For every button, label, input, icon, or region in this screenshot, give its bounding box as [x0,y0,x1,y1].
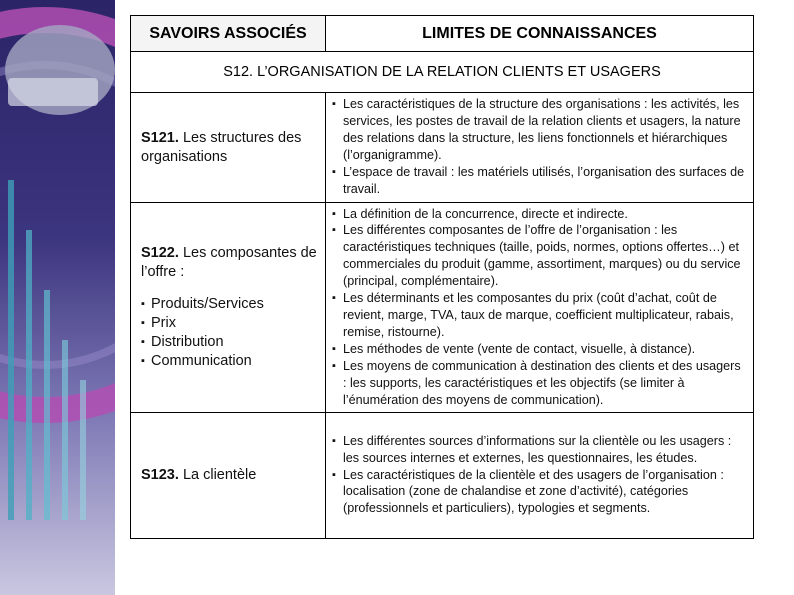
bar-decoration-1 [8,180,14,520]
knowledge-table [130,15,754,539]
section-title: S12. L’ORGANISATION DE LA RELATION CLIENTS ET USAGERS [131,52,754,93]
list-item: ▪ Les caractéristiques de la clientèle et des usagers de l’organisation : localisation (zone de chalandise et zone d’activité), catégories (professionnels et particuliers), typologies et segments. [332,467,747,518]
table-row [131,93,754,203]
limites-cell [326,413,754,539]
savoir-cell [131,413,326,539]
list-item: ▪ Les moyens de communication à destination des clients et des usagers : les supports, les caractéristiques et les objectifs (se limiter à l’énumération des moyens de communication). [332,358,747,409]
list-item: ▪ La définition de la concurrence, directe et indirecte. [332,206,747,223]
savoir-code: S121. [141,129,179,146]
list-item: ▪ Les différentes composantes de l’offre de l’organisation : les caractéristiques techniques (taille, poids, normes, options offertes…) et commerciales du produit (gamme, assortiment, marques) ou du service (principal, complémentaire). [332,222,747,290]
list-item: ▪ Les méthodes de vente (vente de contact, visuelle, à distance). [332,341,747,358]
list-item: ▪ Produits/Services [141,295,317,314]
limites-list [332,206,747,409]
limites-list [332,433,747,518]
table-row [131,203,754,413]
list-item: ▪ L’espace de travail : les matériels utilisés, l’organisation des surfaces de travail. [332,164,747,198]
limites-cell [326,203,754,413]
bar-decoration-5 [80,380,86,520]
list-item: ▪ Communication [141,352,317,371]
savoir-cell [131,203,326,413]
limites-list [332,96,747,197]
decorative-sidebar [0,0,115,595]
list-item: ▪ Les déterminants et les composantes du prix (coût d’achat, coût de revient, marge, TVA, taux de marque, coefficient multiplicateur, rabais, remise, ristourne). [332,290,747,341]
header-row [131,16,754,52]
savoir-title: Les composantes de l’offre : [141,244,317,280]
savoir-title: Les structures des organisations [141,129,302,165]
sidebar-graphic [0,0,115,595]
savoir-title: La clientèle [182,467,257,484]
header-savoirs: SAVOIRS ASSOCIÉS [131,16,326,52]
list-item: ▪ Distribution [141,333,317,352]
keyboard-image [8,78,98,106]
list-item: ▪ Les différentes sources d’informations sur la clientèle ou les usagers : les sources internes et externes, les questionnaires, les études. [332,433,747,467]
bar-decoration-2 [26,230,32,520]
list-item: ▪ Prix [141,314,317,333]
savoir-code: S123. [141,467,179,484]
savoir-cell [131,93,326,203]
offre-components-list [141,295,317,371]
list-item: ▪ Les caractéristiques de la structure des organisations : les activités, les services, les postes de travail de la relation clients et usagers, la nature des relations dans la structure, les liens fonctionnels et hiérarchiques (l’organigramme). [332,96,747,164]
limites-cell [326,93,754,203]
header-limites: LIMITES DE CONNAISSANCES [326,16,754,52]
bar-decoration-4 [62,340,68,520]
table-row [131,413,754,539]
bar-decoration-3 [44,290,50,520]
savoir-code: S122. [141,244,179,261]
section-row [131,52,754,93]
